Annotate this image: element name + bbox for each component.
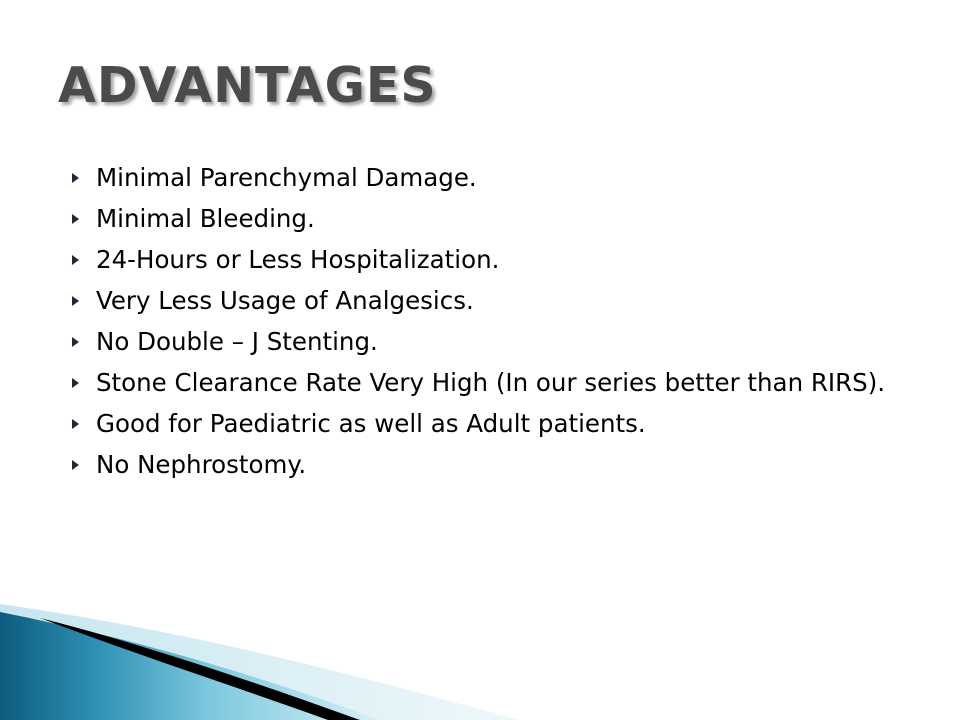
triangle-bullet-icon [72, 296, 79, 306]
blue-wave-shape [0, 612, 380, 720]
triangle-bullet-icon [72, 173, 79, 183]
list-item [72, 162, 922, 194]
bullet-text: 24-Hours or Less Hospitalization. [96, 245, 500, 274]
list-item [72, 285, 922, 317]
bullet-text: Stone Clearance Rate Very High (In our series better than RIRS). [96, 368, 886, 397]
bullet-text: Minimal Parenchymal Damage. [96, 163, 477, 192]
slide-title: ADVANTAGES [58, 57, 437, 114]
dark-swoosh-shape [40, 618, 360, 720]
list-item [72, 449, 922, 481]
triangle-bullet-icon [72, 255, 79, 265]
bullet-text: No Nephrostomy. [96, 450, 307, 479]
list-item [72, 326, 922, 358]
bullet-text: No Double – J Stenting. [96, 327, 378, 356]
triangle-bullet-icon [72, 378, 79, 388]
triangle-bullet-icon [72, 460, 79, 470]
triangle-bullet-icon [72, 337, 79, 347]
bullet-text: Very Less Usage of Analgesics. [96, 286, 474, 315]
triangle-bullet-icon [72, 419, 79, 429]
list-item [72, 367, 922, 399]
bullet-text: Good for Paediatric as well as Adult patients. [96, 409, 646, 438]
list-item [72, 203, 922, 235]
list-item [72, 244, 922, 276]
list-item [72, 408, 922, 440]
bullet-text: Minimal Bleeding. [96, 204, 315, 233]
triangle-bullet-icon [72, 214, 79, 224]
bullet-list [72, 162, 922, 490]
pale-wave-shape [0, 604, 520, 720]
